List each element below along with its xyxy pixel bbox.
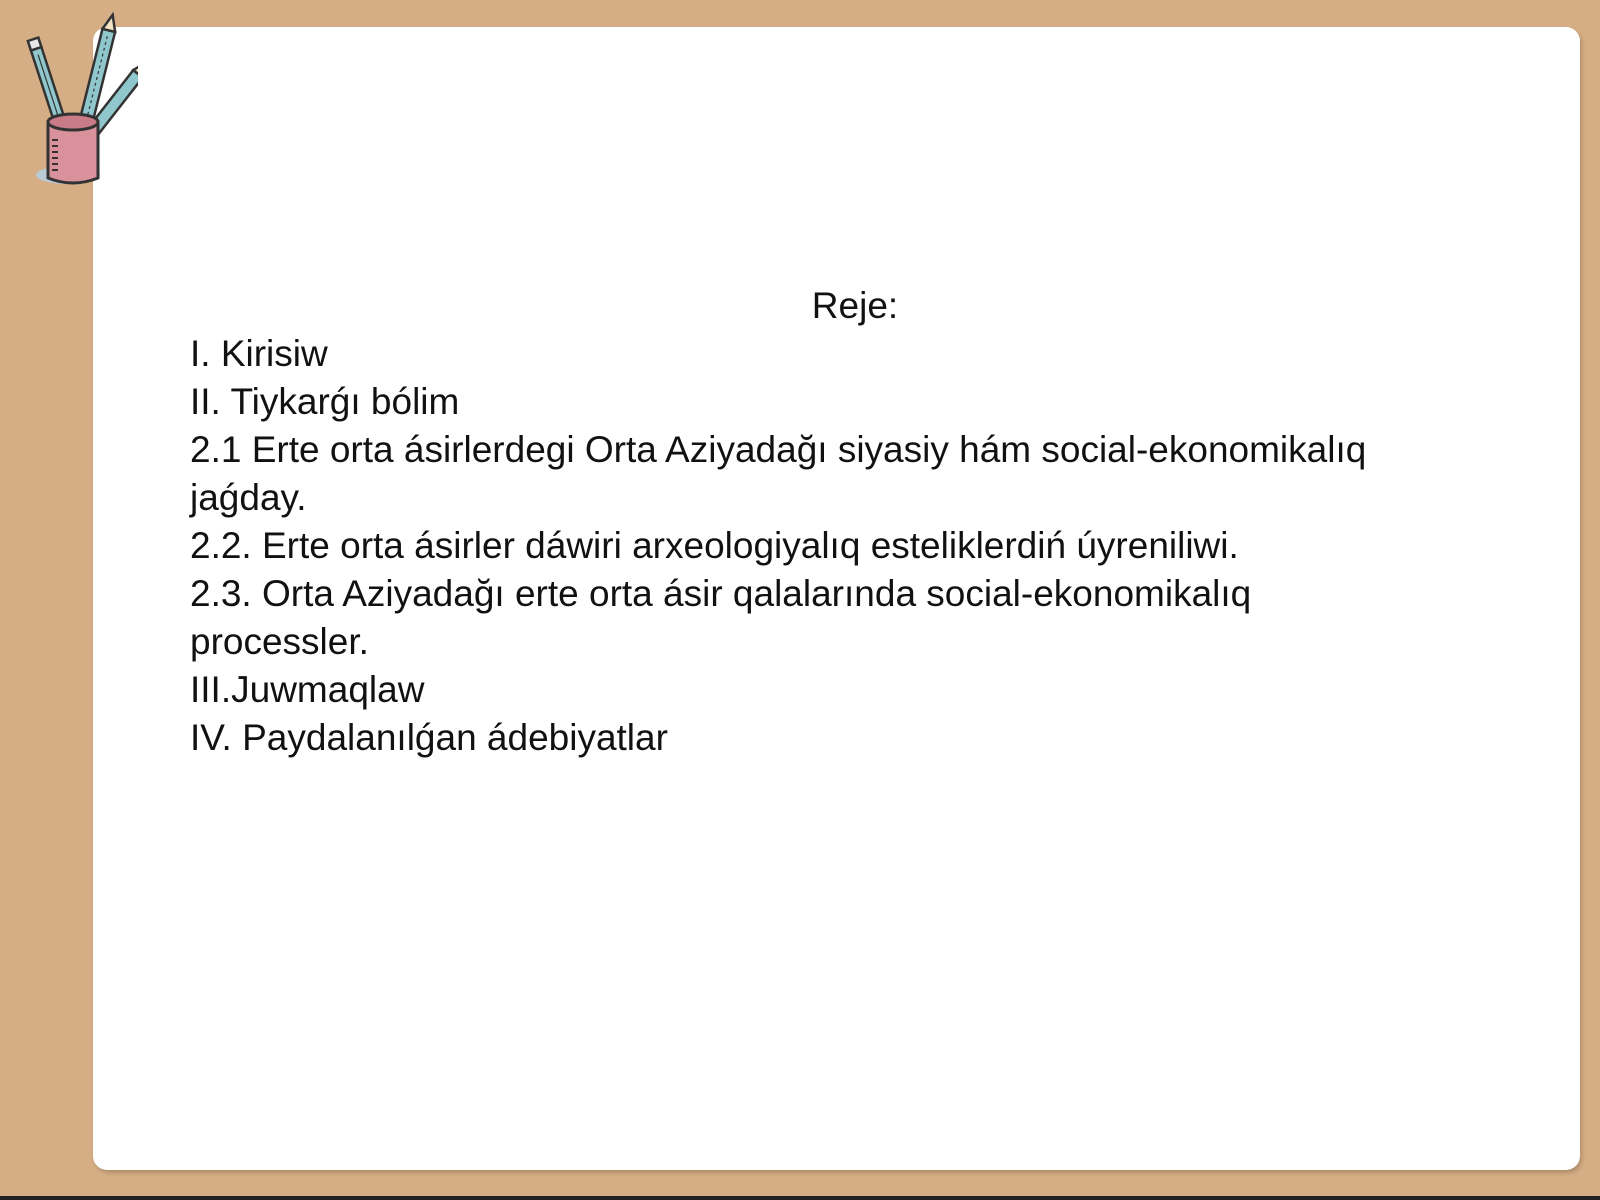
outline-line: IV. Paydalanılǵan ádebiyatlar [190,717,668,758]
bottom-border [0,1196,1600,1200]
outline-line: II. Tiykarǵı bólim [190,381,460,422]
outline-line: processler. [190,621,369,662]
outline-line: I. Kirisiw [190,333,328,374]
slide-title: Reje: [811,285,899,326]
outline-line: jaǵday. [190,477,307,518]
pencil-cup-icon [18,10,138,195]
outline-line: 2.1 Erte orta ásirlerdegi Orta Aziyadağı siyasiy hám social-ekonomikalıq [190,429,1367,470]
outline-list [190,330,1490,762]
outline-line: 2.3. Orta Aziyadağı erte orta ásir qalalarında social-ekonomikalıq [190,573,1252,614]
outline-line: III.Juwmaqlaw [190,669,425,710]
outline-line: 2.2. Erte orta ásirler dáwiri arxeologiyalıq esteliklerdiń úyreniliwi. [190,525,1239,566]
